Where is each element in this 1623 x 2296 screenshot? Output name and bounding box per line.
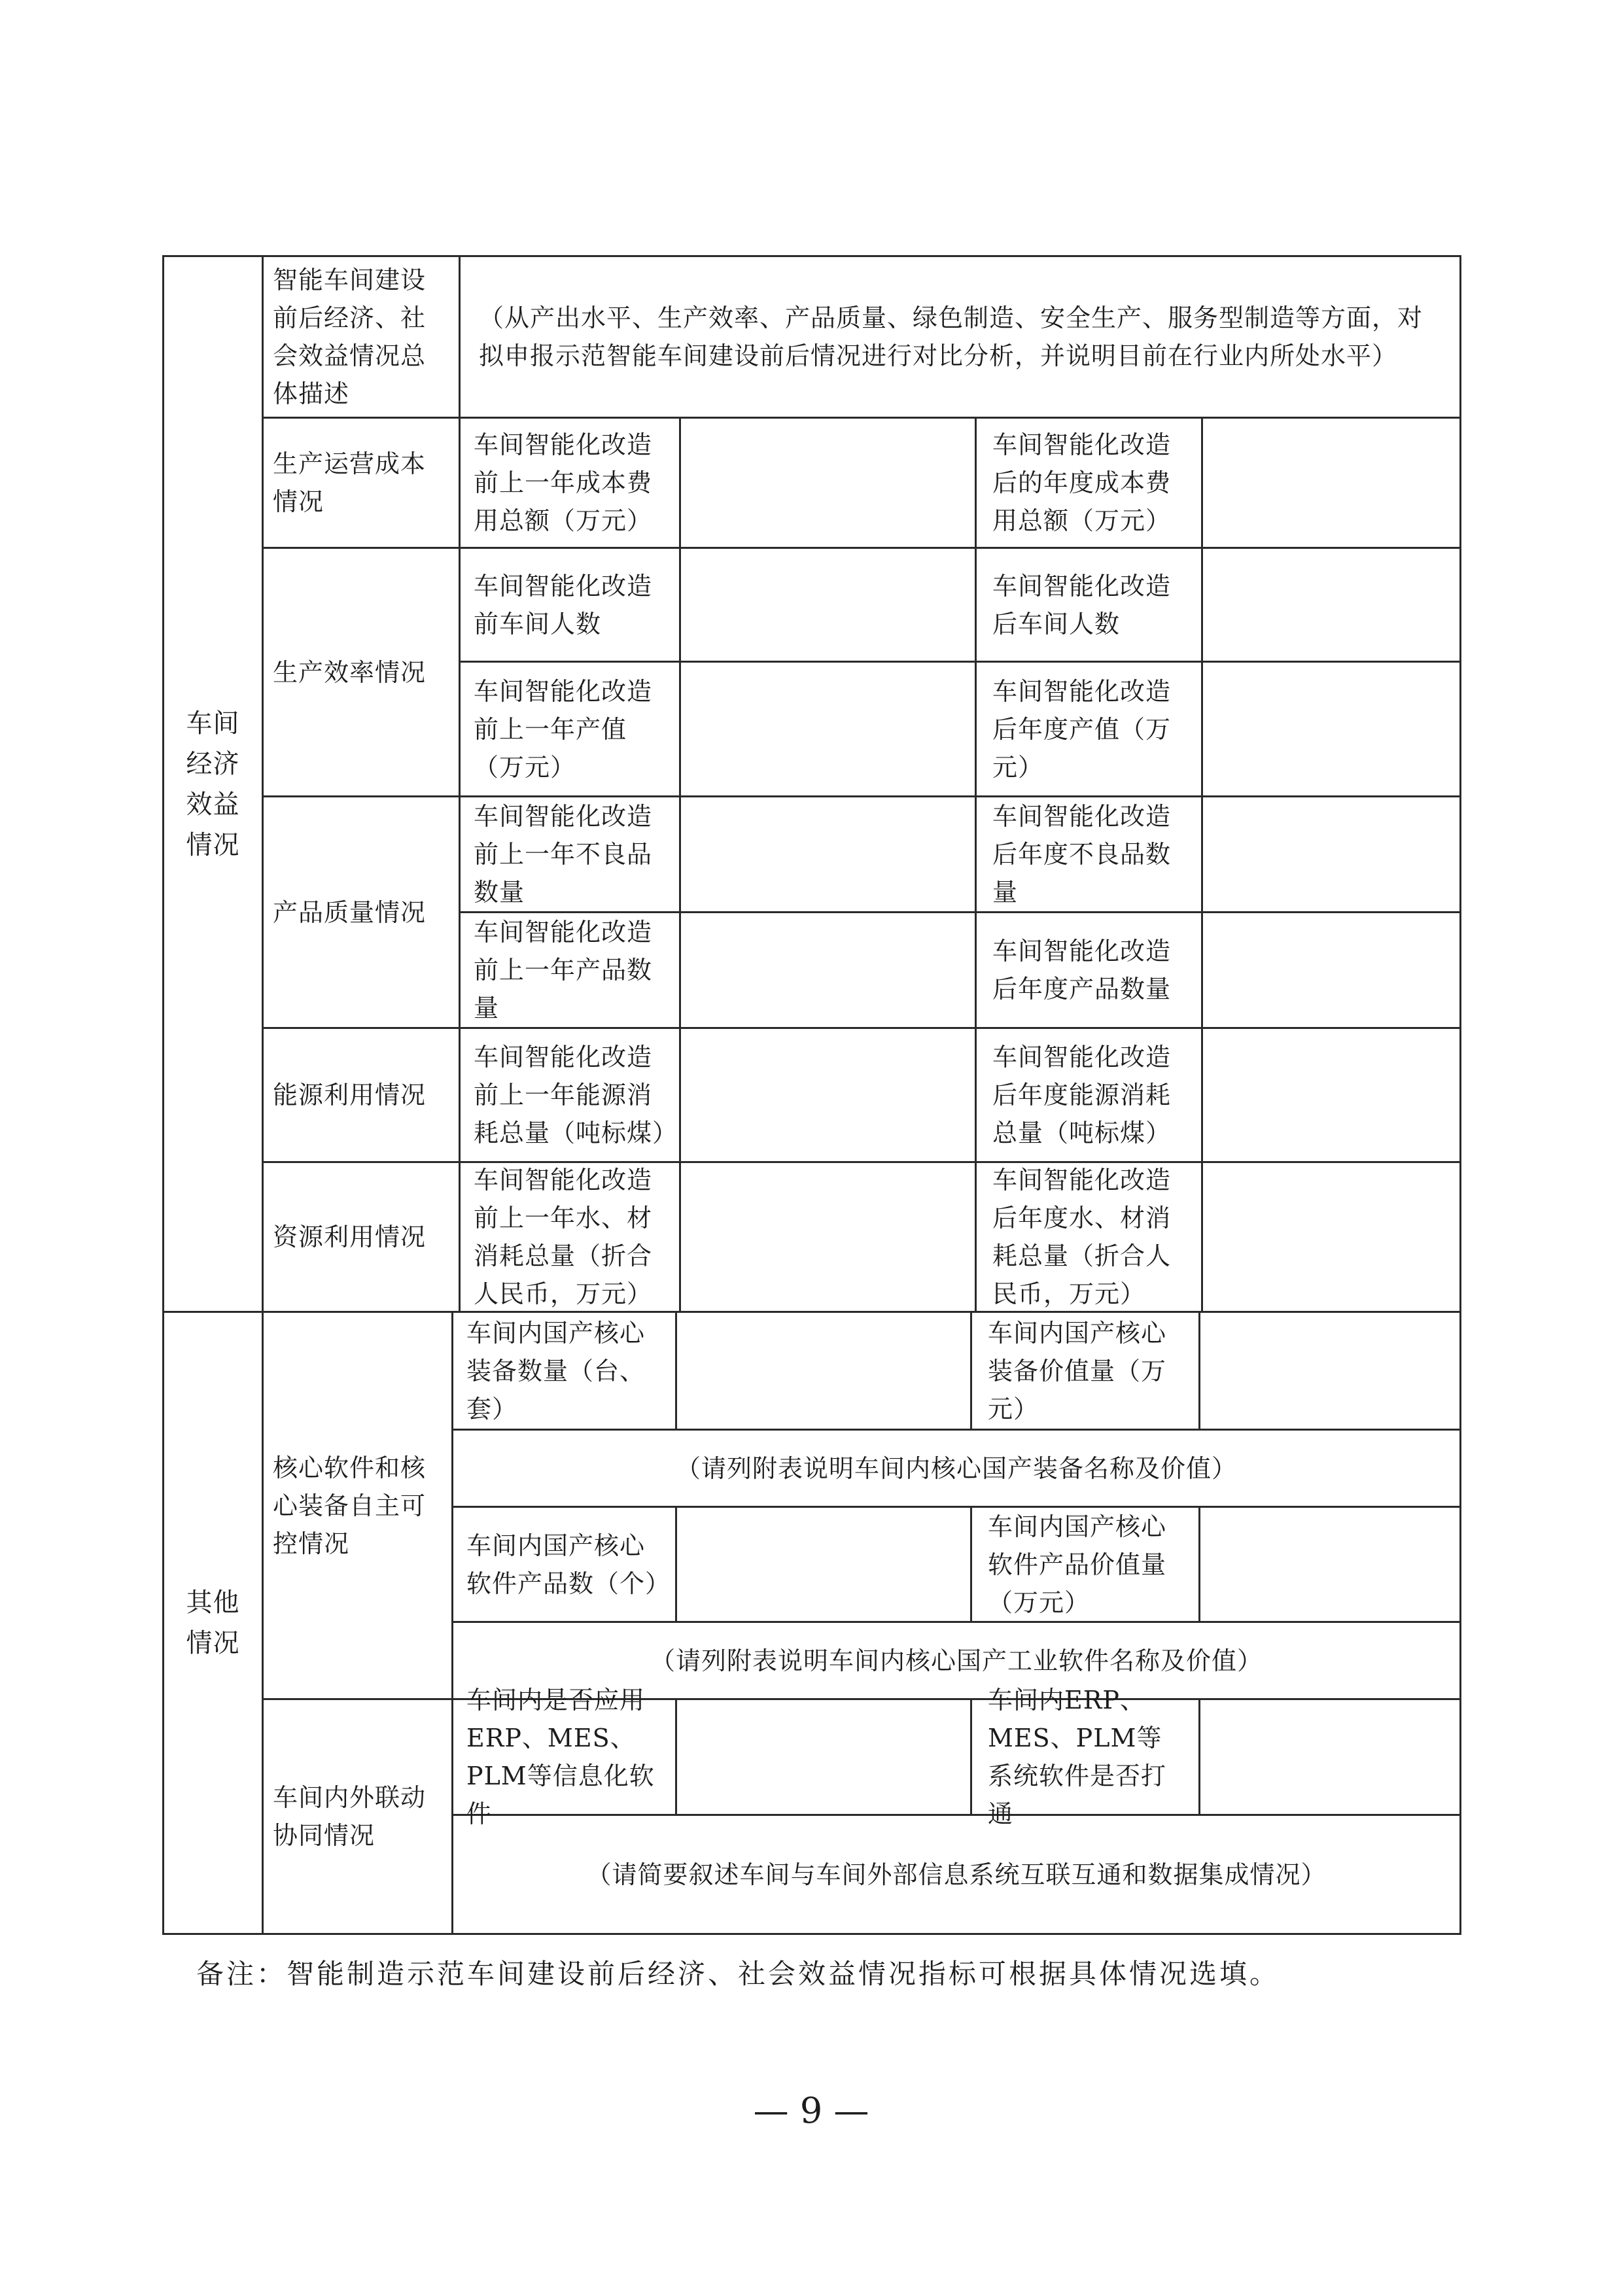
resource-after-label: 车间智能化改造后年度水、材消耗总量（折合人民币，万元）: [992, 1166, 1172, 1308]
row-label-quality: 产品质量情况: [273, 897, 427, 927]
efficiency-before-output-value[interactable]: [681, 663, 975, 795]
cost-after-label: 车间智能化改造后的年度成本费用总额（万元）: [992, 430, 1172, 535]
core-equipment-count-value[interactable]: [677, 1313, 970, 1429]
summary-description-hint: （从产出水平、生产效率、产品质量、绿色制造、安全生产、服务型制造等方面，对拟申报示范智能车间建设前后情况进行对比分析，并说明目前在行业内所处水平）: [479, 304, 1423, 370]
quality-before-products-label: 车间智能化改造前上一年产品数量: [474, 918, 653, 1022]
cost-before-label: 车间智能化改造前上一年成本费用总额（万元）: [474, 430, 653, 535]
quality-after-products-value[interactable]: [1203, 913, 1459, 1027]
quality-before-products-value[interactable]: [681, 913, 975, 1027]
core-software-note: （请列附表说明车间内核心国产工业软件名称及价值）: [650, 1646, 1263, 1675]
quality-after-defects-value[interactable]: [1203, 797, 1459, 911]
energy-after-label: 车间智能化改造后年度能源消耗总量（吨标煤）: [992, 1043, 1172, 1147]
core-software-count-value[interactable]: [677, 1508, 970, 1621]
section-label-other: 其他 情况: [186, 1588, 240, 1658]
row-label-summary: 智能车间建设前后经济、社会效益情况总体描述: [273, 266, 427, 408]
efficiency-after-output-value[interactable]: [1203, 663, 1459, 795]
footnote: 备注：智能制造示范车间建设前后经济、社会效益情况指标可根据具体情况选填。: [196, 1958, 1280, 1990]
resource-before-label: 车间智能化改造前上一年水、材消耗总量（折合人民币，万元）: [474, 1166, 653, 1308]
efficiency-before-headcount-value[interactable]: [681, 549, 975, 661]
quality-before-defects-label: 车间智能化改造前上一年不良品数量: [474, 802, 653, 907]
cost-before-value[interactable]: [681, 419, 975, 547]
section-label-economic: 车间 经济 效益 情况: [186, 708, 240, 860]
quality-before-defects-value[interactable]: [681, 797, 975, 911]
efficiency-after-headcount-label: 车间智能化改造后车间人数: [992, 571, 1172, 638]
efficiency-before-headcount-label: 车间智能化改造前车间人数: [474, 571, 653, 638]
efficiency-after-output-label: 车间智能化改造后年度产值（万元）: [992, 676, 1172, 782]
row-label-energy: 能源利用情况: [273, 1081, 427, 1109]
linkage-erp-used-value[interactable]: [677, 1700, 970, 1814]
page-number: — 9 —: [753, 2090, 869, 2131]
efficiency-after-headcount-value[interactable]: [1203, 549, 1459, 661]
core-equipment-value-label: 车间内国产核心装备价值量（万元）: [988, 1318, 1167, 1423]
core-equipment-note: （请列附表说明车间内核心国产装备名称及价值）: [675, 1453, 1237, 1483]
energy-before-label: 车间智能化改造前上一年能源消耗总量（吨标煤）: [474, 1043, 678, 1147]
energy-after-value[interactable]: [1203, 1029, 1459, 1161]
cost-after-value[interactable]: [1203, 419, 1459, 547]
core-software-value-label: 车间内国产核心软件产品价值量（万元）: [988, 1512, 1167, 1617]
core-equipment-value-value[interactable]: [1200, 1313, 1459, 1429]
linkage-note: （请简要叙述车间与车间外部信息系统互联互通和数据集成情况）: [586, 1860, 1327, 1889]
resource-before-value[interactable]: [681, 1163, 975, 1311]
row-label-cost: 生产运营成本情况: [273, 449, 427, 516]
row-label-resource: 资源利用情况: [273, 1223, 427, 1251]
efficiency-before-output-label: 车间智能化改造前上一年产值（万元）: [474, 676, 653, 782]
row-label-efficiency: 生产效率情况: [273, 657, 427, 687]
row-label-core: 核心软件和核心装备自主可控情况: [273, 1453, 427, 1558]
core-software-count-label: 车间内国产核心软件产品数（个）: [466, 1531, 671, 1598]
linkage-erp-used-label: 车间内是否应用ERP、MES、PLM等信息化软件: [466, 1686, 655, 1828]
energy-before-value[interactable]: [681, 1029, 975, 1161]
quality-after-products-label: 车间智能化改造后年度产品数量: [992, 937, 1172, 1003]
core-software-value-value[interactable]: [1200, 1508, 1459, 1621]
linkage-systems-connected-label: 车间内ERP、MES、PLM等系统软件是否打通: [988, 1686, 1167, 1828]
resource-after-value[interactable]: [1203, 1163, 1459, 1311]
quality-after-defects-label: 车间智能化改造后年度不良品数量: [992, 802, 1172, 907]
core-equipment-count-label: 车间内国产核心装备数量（台、套）: [466, 1318, 646, 1423]
row-label-linkage: 车间内外联动协同情况: [273, 1783, 427, 1850]
linkage-systems-connected-value[interactable]: [1200, 1700, 1459, 1814]
